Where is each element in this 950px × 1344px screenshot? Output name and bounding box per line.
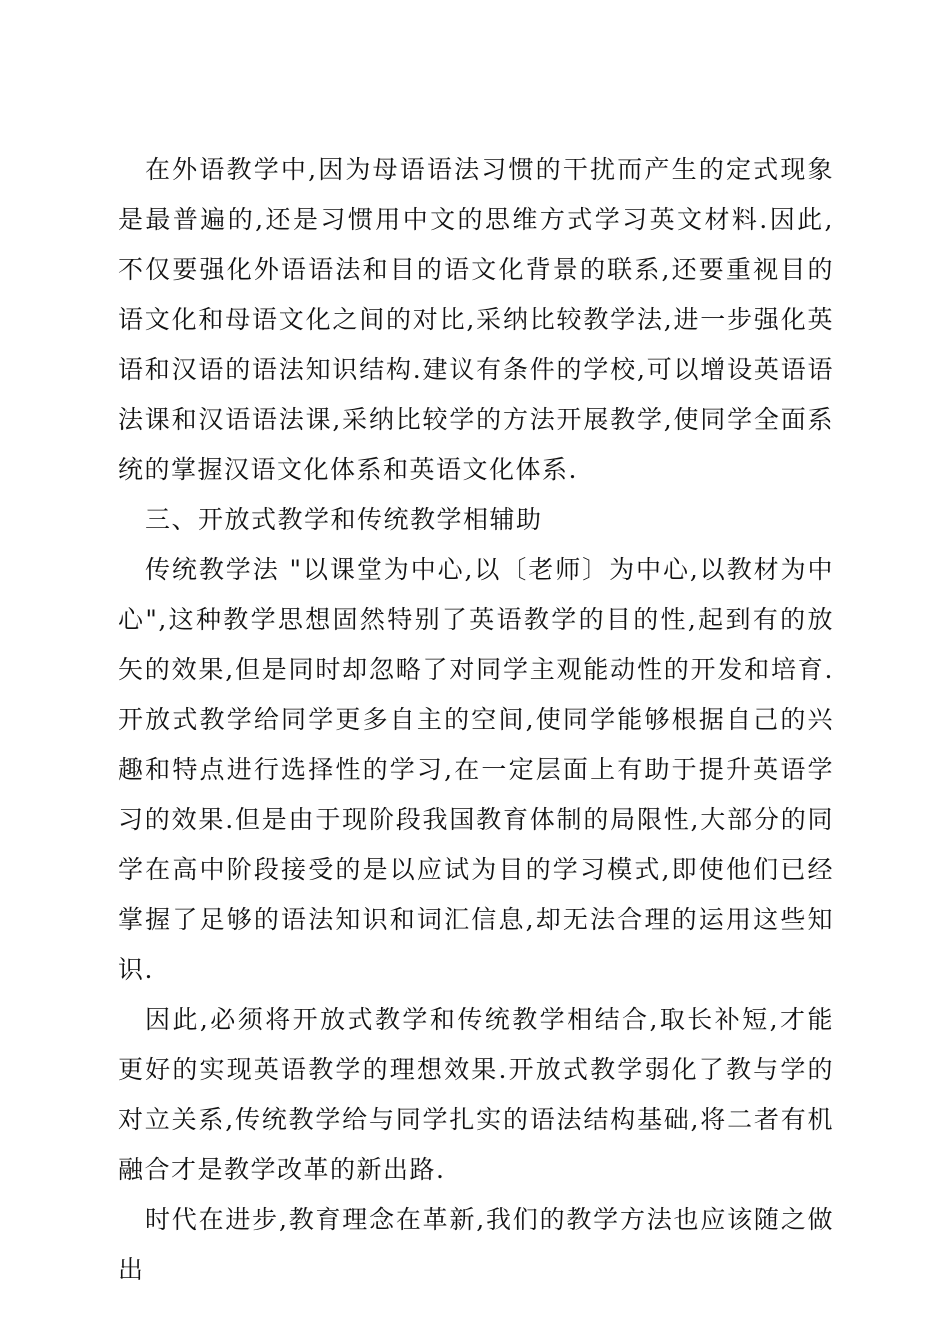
paragraph-traditional-teaching: 传统教学法 "以课堂为中心,以〔老师〕为中心,以教材为中心",这种教学思想固然特别了英语教学的目的性,起到有的放矢的效果,但是同时却忽略了对同学主观能动性的开发和培育.开放式教学给同学更多自主的空间,使同学能够根据自己的兴趣和特点进行选择性的学习,在一定层面上有助于提升英语学习的效果.但是由于现阶段我国教育体制的局限性,大部分的同学在高中阶段接受的是以应试为目的学习模式,即使他们已经掌握了足够的语法知识和词汇信息,却无法合理的运用这些知识. xyxy=(118,555,834,984)
document-body xyxy=(118,145,834,1295)
paragraph-combination: 因此,必须将开放式教学和传统教学相结合,取长补短,才能更好的实现英语教学的理想效果.开放式教学弱化了教与学的对立关系,传统教学给与同学扎实的语法结构基础,将二者有机融合才是教学改革的新出路. xyxy=(118,1005,834,1184)
paragraph-grammar-interference: 在外语教学中,因为母语语法习惯的干扰而产生的定式现象是最普遍的,还是习惯用中文的思维方式学习英文材料.因此,不仅要强化外语语法和目的语文化背景的联系,还要重视目的语文化和母语文化之间的对比,采纳比较教学法,进一步强化英语和汉语的语法知识结构.建议有条件的学校,可以增设英语语法课和汉语语法课,采纳比较学的方法开展教学,使同学全面系统的掌握汉语文化体系和英语文化体系. xyxy=(118,155,834,484)
section-heading-three: 三、开放式教学和传统教学相辅助 xyxy=(145,505,543,534)
paragraph-conclusion-start: 时代在进步,教育理念在革新,我们的教学方法也应该随之做出 xyxy=(118,1205,834,1284)
